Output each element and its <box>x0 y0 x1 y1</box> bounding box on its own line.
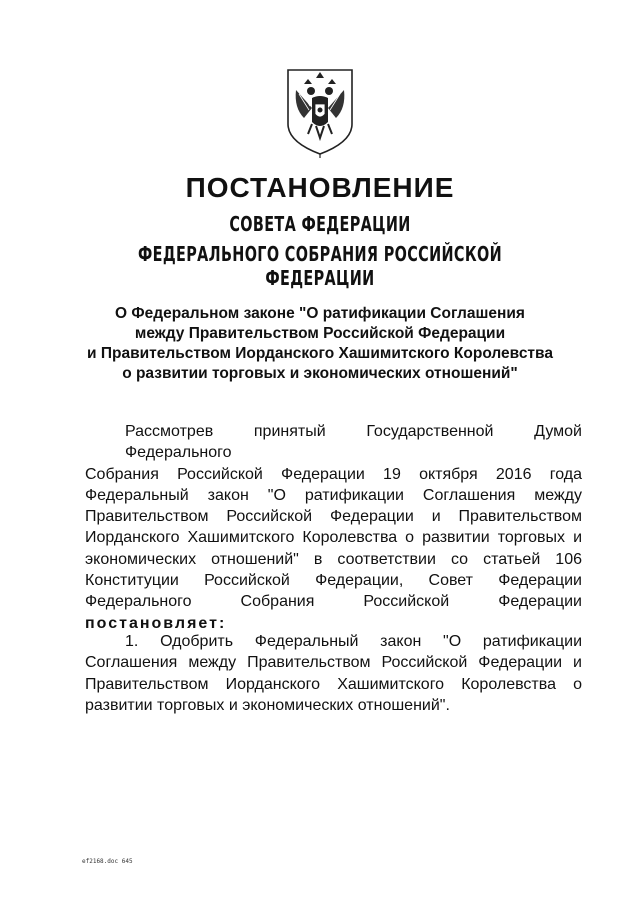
subject-line: между Правительством Российской Федерации <box>134 325 506 342</box>
body-line: Рассмотрев принятый Государственной Думой Федерального <box>125 423 582 462</box>
body-line: Собрания Российской Федерации 19 октября 2016 года <box>85 465 582 483</box>
item-line: Соглашения между Правительством Российской Федерации и <box>85 654 582 672</box>
resolve-word: постановляет: <box>85 614 227 632</box>
body-line: Федеральный закон "О ратификации Соглашения между <box>85 486 582 504</box>
document-title: ПОСТАНОВЛЕНИЕ <box>185 172 455 203</box>
preamble-paragraph <box>85 421 582 634</box>
subject-line: и Правительством Иорданского Хашимитского Королевства <box>87 345 553 362</box>
item-line: Правительством Иорданского Хашимитского Королевства о <box>85 675 582 693</box>
body-line: Федерального Собрания Российской Федерации <box>85 593 582 611</box>
resolution-item-1 <box>85 631 582 716</box>
body-line: Правительством Российской Федерации и Правительством <box>85 508 582 526</box>
org-name-line1: СОВЕТА ФЕДЕРАЦИИ <box>229 212 411 236</box>
document-subject <box>60 304 580 384</box>
body-line: экономических отношений" в соответствии со статьей 106 <box>85 550 582 568</box>
body-line: Конституции Российской Федерации, Совет Федерации <box>85 572 582 590</box>
coat-of-arms-russia-icon <box>282 64 358 158</box>
org-name-line2: ФЕДЕРАЛЬНОГО СОБРАНИЯ РОССИЙСКОЙ ФЕДЕРАЦИИ <box>137 242 503 290</box>
item-line: 1. Одобрить Федеральный закон "О ратификации <box>125 633 582 650</box>
document-code: ef2168.doc 645 <box>82 858 133 865</box>
subject-line: о развитии торговых и экономических отношений" <box>122 365 518 382</box>
item-line: развитии торговых и экономических отношений". <box>85 696 450 714</box>
subject-line: О Федеральном законе "О ратификации Соглашения <box>115 305 525 322</box>
body-line: Иорданского Хашимитского Королевства о развитии торговых и <box>85 529 582 547</box>
